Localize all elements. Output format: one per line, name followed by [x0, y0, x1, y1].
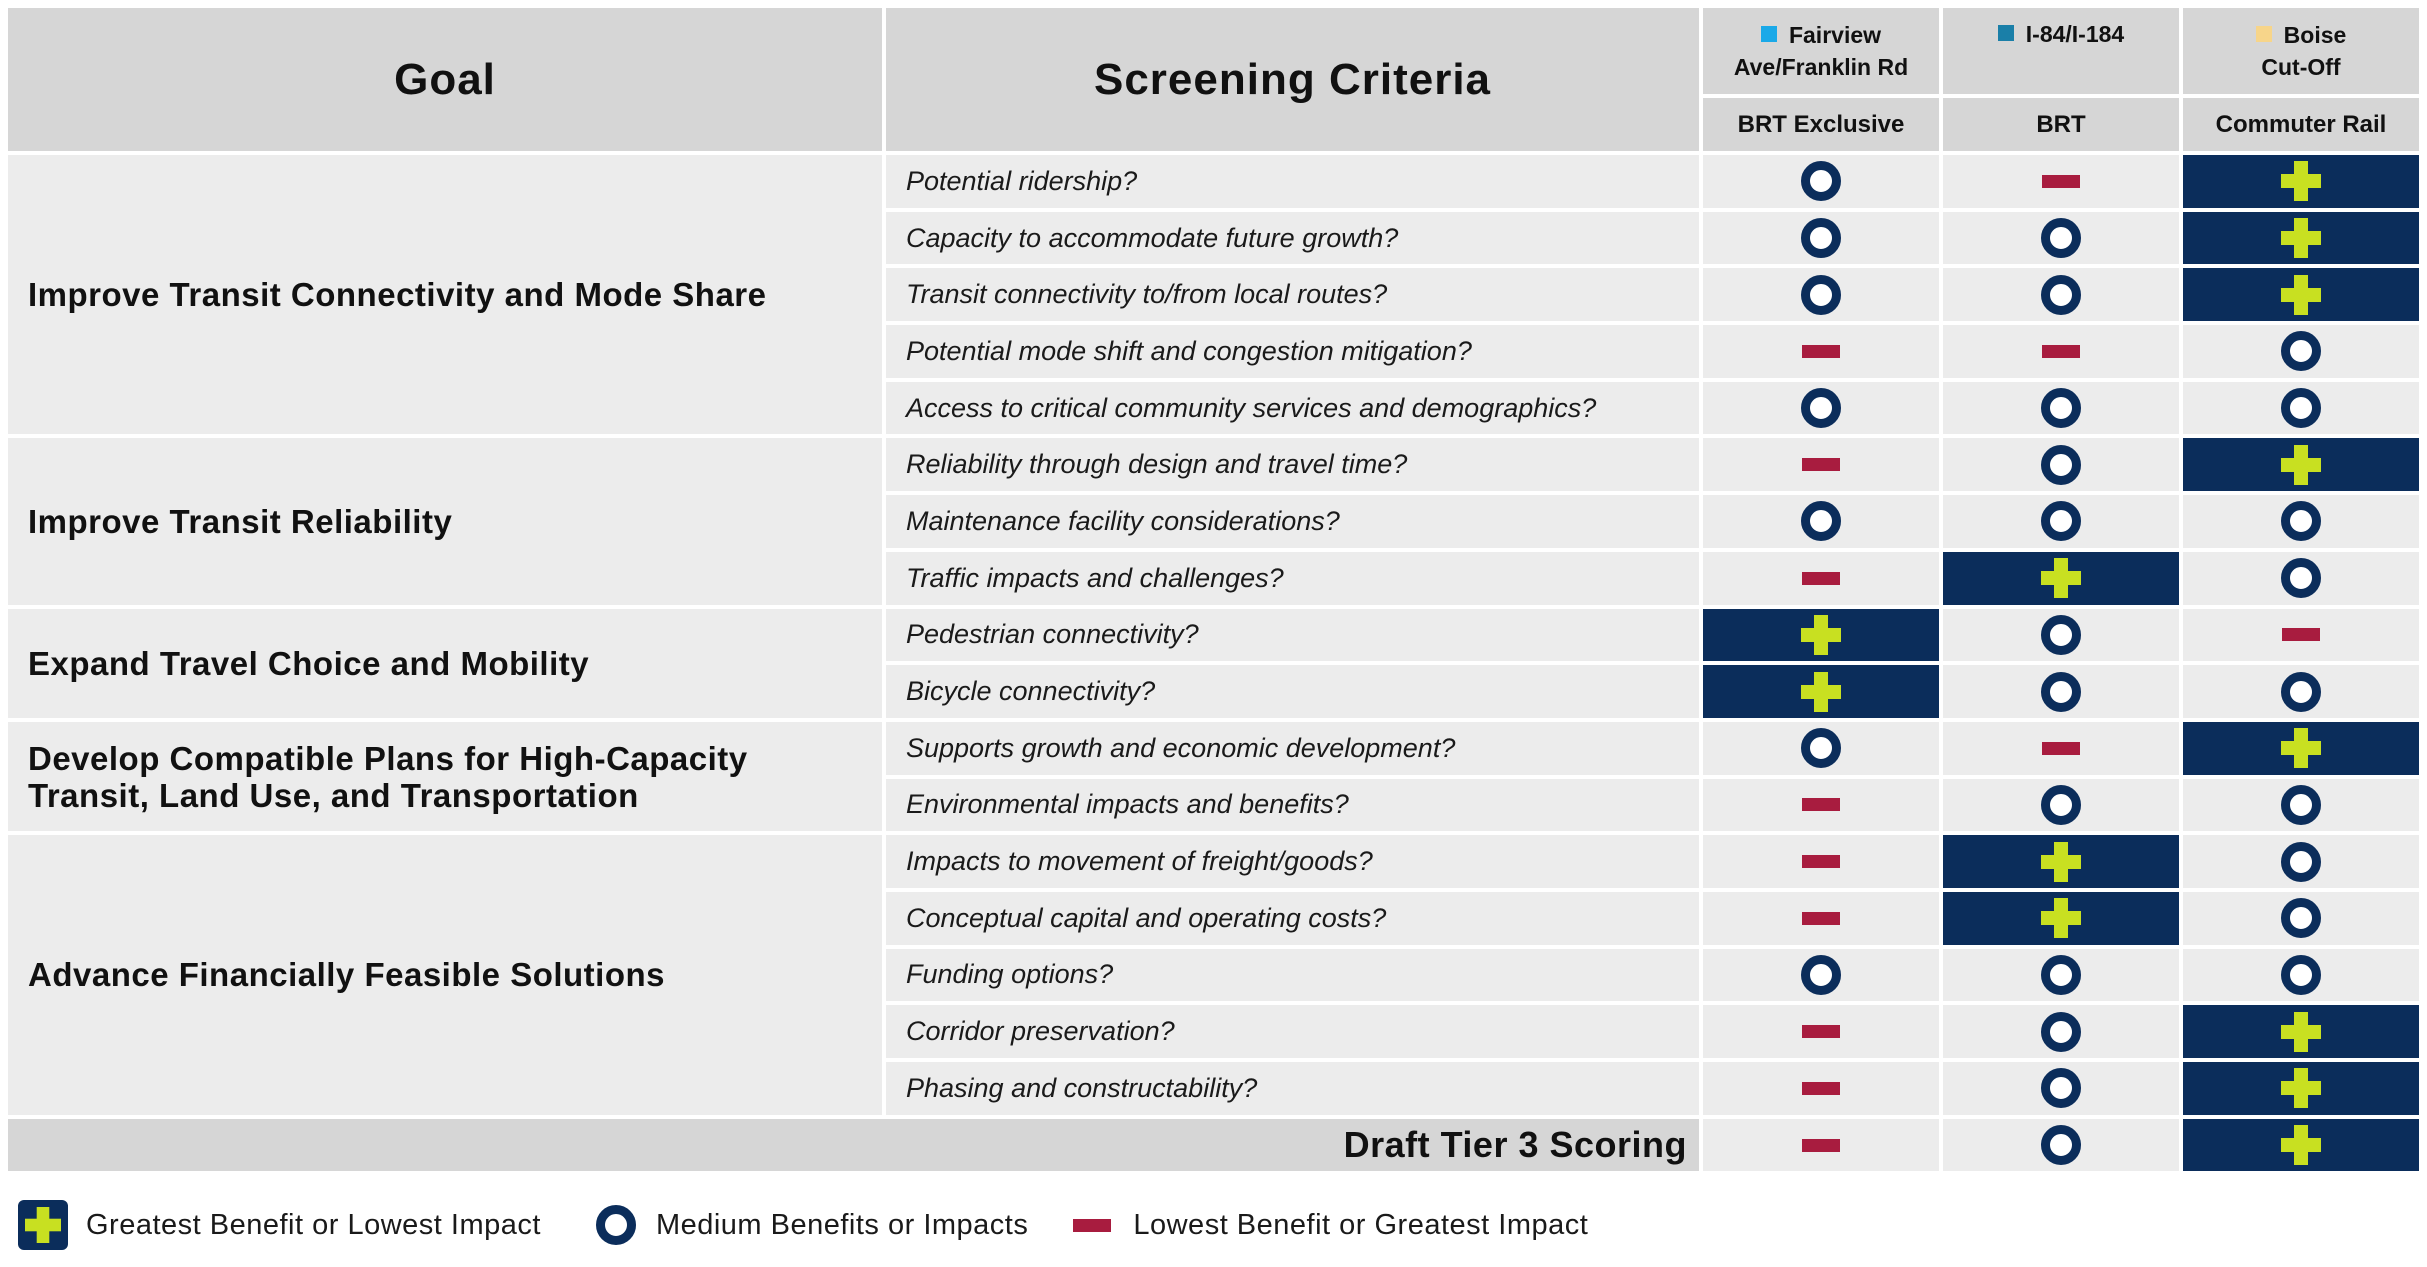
plus-icon	[2281, 728, 2321, 768]
goal-cell: Advance Financially Feasible Solutions	[6, 833, 884, 1116]
plus-icon	[2041, 558, 2081, 598]
score-cell-low	[1941, 720, 2181, 777]
circle-icon	[2041, 1068, 2081, 1108]
plus-icon	[2281, 275, 2321, 315]
score-cell-low	[1941, 323, 2181, 380]
criteria-cell: Bicycle connectivity?	[884, 663, 1701, 720]
score-cell-medium	[1701, 380, 1941, 437]
circle-icon	[2281, 898, 2321, 938]
score-cell-medium	[1701, 153, 1941, 210]
score-cell-low	[1701, 890, 1941, 947]
score-cell-low	[1701, 1003, 1941, 1060]
plus-icon	[2041, 842, 2081, 882]
criteria-cell: Phasing and constructability?	[884, 1060, 1701, 1117]
score-cell-low	[1701, 323, 1941, 380]
minus-icon	[1802, 798, 1840, 811]
circle-icon	[2041, 672, 2081, 712]
score-cell-high	[2181, 1003, 2421, 1060]
goal-cell: Improve Transit Connectivity and Mode Share	[6, 153, 884, 436]
score-cell-high	[1701, 663, 1941, 720]
route-swatch-boise	[2256, 26, 2272, 42]
plus-icon	[2281, 1125, 2321, 1165]
score-cell-medium	[1941, 1060, 2181, 1117]
route-header-boise	[2181, 6, 2421, 96]
criteria-cell: Maintenance facility considerations?	[884, 493, 1701, 550]
score-cell-high	[2181, 153, 2421, 210]
circle-icon	[1801, 728, 1841, 768]
criteria-cell: Capacity to accommodate future growth?	[884, 210, 1701, 267]
score-cell-medium	[2181, 323, 2421, 380]
circle-icon	[2041, 275, 2081, 315]
score-cell-low	[1701, 777, 1941, 834]
score-cell-high	[2181, 1060, 2421, 1117]
criteria-cell: Access to critical community services and demographics?	[884, 380, 1701, 437]
criteria-cell: Transit connectivity to/from local routes?	[884, 266, 1701, 323]
score-cell-medium	[2181, 493, 2421, 550]
route-name-line2: Cut-Off	[2261, 54, 2341, 80]
score-cell-low	[1701, 550, 1941, 607]
route-header-i84	[1941, 6, 2181, 96]
legend-label: Greatest Benefit or Lowest Impact	[86, 1208, 541, 1241]
score-cell-medium	[2181, 663, 2421, 720]
score-cell-medium	[2181, 833, 2421, 890]
score-cell-medium	[1941, 947, 2181, 1004]
score-cell-low	[1701, 833, 1941, 890]
goal-header: Goal	[6, 6, 884, 153]
legend-label: Lowest Benefit or Greatest Impact	[1133, 1208, 1589, 1241]
route-swatch-i84	[1998, 25, 2014, 41]
plus-icon	[18, 1200, 68, 1250]
minus-icon	[1802, 1082, 1840, 1095]
score-cell-medium	[2181, 777, 2421, 834]
circle-icon	[2281, 388, 2321, 428]
minus-icon	[2042, 345, 2080, 358]
plus-icon	[2281, 218, 2321, 258]
route-header-fairview	[1701, 6, 1941, 96]
legend-label: Medium Benefits or Impacts	[655, 1208, 1029, 1241]
criteria-cell: Supports growth and economic development?	[884, 720, 1701, 777]
minus-icon	[1802, 912, 1840, 925]
circle-icon	[2041, 955, 2081, 995]
circle-icon	[2041, 615, 2081, 655]
criteria-cell: Impacts to movement of freight/goods?	[884, 833, 1701, 890]
circle-icon	[2041, 785, 2081, 825]
criteria-cell: Funding options?	[884, 947, 1701, 1004]
draft-scoring-label: Draft Tier 3 Scoring	[6, 1117, 1701, 1174]
criteria-cell: Conceptual capital and operating costs?	[884, 890, 1701, 947]
minus-icon	[1802, 345, 1840, 358]
circle-icon	[2041, 388, 2081, 428]
mode-header: Commuter Rail	[2181, 96, 2421, 153]
circle-icon	[1801, 955, 1841, 995]
plus-icon	[2281, 445, 2321, 485]
circle-icon	[1801, 388, 1841, 428]
score-cell-medium	[1701, 210, 1941, 267]
score-cell-medium	[1701, 266, 1941, 323]
score-cell-medium	[1941, 777, 2181, 834]
circle-icon	[2041, 445, 2081, 485]
score-cell-medium	[1941, 493, 2181, 550]
criteria-header: Screening Criteria	[884, 6, 1701, 153]
circle-icon	[2281, 842, 2321, 882]
score-cell-medium	[1701, 947, 1941, 1004]
score-cell-high	[2181, 720, 2421, 777]
circle-icon	[1801, 275, 1841, 315]
score-cell-high	[1941, 833, 2181, 890]
plus-icon	[2281, 161, 2321, 201]
score-cell-low	[1941, 153, 2181, 210]
plus-icon	[2281, 1068, 2321, 1108]
score-cell-low	[2181, 607, 2421, 664]
score-cell-medium	[1941, 607, 2181, 664]
score-cell-medium	[1941, 1003, 2181, 1060]
score-cell-medium	[2181, 550, 2421, 607]
route-name-line1: I-84/I-184	[2025, 21, 2125, 47]
circle-icon	[2281, 672, 2321, 712]
circle-icon	[2041, 218, 2081, 258]
circle-icon	[596, 1205, 636, 1245]
score-cell-medium	[1941, 380, 2181, 437]
criteria-cell: Potential mode shift and congestion mitigation?	[884, 323, 1701, 380]
criteria-cell: Environmental impacts and benefits?	[884, 777, 1701, 834]
score-cell-high	[1941, 550, 2181, 607]
draft-score-cell-high	[2181, 1117, 2421, 1174]
minus-icon	[2042, 742, 2080, 755]
circle-icon	[1801, 218, 1841, 258]
plus-icon	[2281, 1012, 2321, 1052]
score-cell-medium	[1941, 266, 2181, 323]
criteria-cell: Traffic impacts and challenges?	[884, 550, 1701, 607]
circle-icon	[2281, 558, 2321, 598]
criteria-cell: Potential ridership?	[884, 153, 1701, 210]
legend-item-medium	[586, 1205, 1028, 1245]
score-cell-high	[1941, 890, 2181, 947]
minus-icon	[1802, 458, 1840, 471]
circle-icon	[2281, 501, 2321, 541]
criteria-cell: Reliability through design and travel time?	[884, 436, 1701, 493]
criteria-cell: Pedestrian connectivity?	[884, 607, 1701, 664]
draft-score-cell-medium	[1941, 1117, 2181, 1174]
score-cell-high	[2181, 210, 2421, 267]
circle-icon	[2281, 955, 2321, 995]
route-name-line1: Fairview	[1788, 22, 1882, 48]
score-cell-high	[1701, 607, 1941, 664]
score-cell-medium	[1941, 436, 2181, 493]
minus-icon	[2282, 628, 2320, 641]
circle-icon	[2041, 1012, 2081, 1052]
score-cell-medium	[1941, 663, 2181, 720]
circle-icon	[2041, 1125, 2081, 1165]
plus-icon	[1801, 615, 1841, 655]
score-cell-medium	[1701, 493, 1941, 550]
circle-icon	[2281, 331, 2321, 371]
circle-icon	[1801, 501, 1841, 541]
score-cell-low	[1701, 1060, 1941, 1117]
minus-icon	[1802, 1139, 1840, 1152]
minus-icon	[2042, 175, 2080, 188]
mode-header: BRT Exclusive	[1701, 96, 1941, 153]
score-cell-medium	[2181, 890, 2421, 947]
minus-icon	[1802, 855, 1840, 868]
score-cell-medium	[1701, 720, 1941, 777]
mode-header: BRT	[1941, 96, 2181, 153]
goal-cell: Develop Compatible Plans for High-Capacity Transit, Land Use, and Transportation	[6, 720, 884, 833]
legend-item-high	[18, 1200, 541, 1250]
circle-icon	[2281, 785, 2321, 825]
legend-item-low	[1073, 1209, 1588, 1242]
score-cell-medium	[2181, 947, 2421, 1004]
scoring-table	[6, 6, 2421, 1184]
score-cell-high	[2181, 266, 2421, 323]
route-name-line2: Ave/Franklin Rd	[1733, 54, 1909, 80]
goal-cell: Expand Travel Choice and Mobility	[6, 607, 884, 720]
draft-score-cell-low	[1701, 1117, 1941, 1174]
score-cell-medium	[2181, 380, 2421, 437]
circle-icon	[1801, 161, 1841, 201]
score-cell-low	[1701, 436, 1941, 493]
minus-icon	[1802, 1025, 1840, 1038]
route-name-line1: Boise	[2283, 22, 2347, 48]
circle-icon	[2041, 501, 2081, 541]
goal-cell: Improve Transit Reliability	[6, 436, 884, 606]
minus-icon	[1802, 572, 1840, 585]
plus-icon	[1801, 672, 1841, 712]
score-cell-medium	[1941, 210, 2181, 267]
criteria-cell: Corridor preservation?	[884, 1003, 1701, 1060]
score-cell-high	[2181, 436, 2421, 493]
legend	[18, 1194, 1633, 1256]
route-swatch-fairview	[1761, 26, 1777, 42]
plus-icon	[2041, 898, 2081, 938]
minus-icon	[1073, 1219, 1111, 1232]
